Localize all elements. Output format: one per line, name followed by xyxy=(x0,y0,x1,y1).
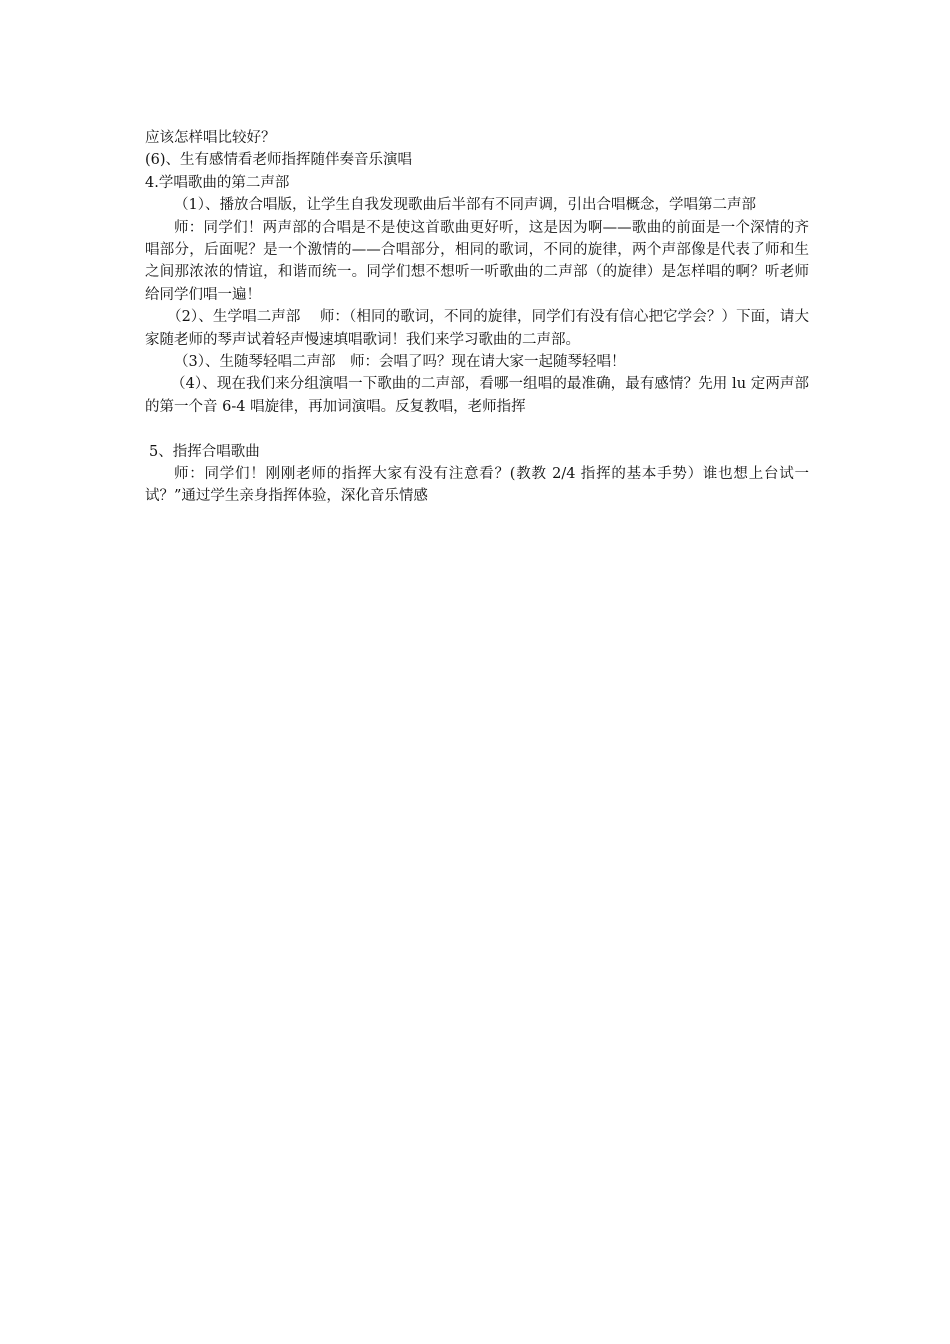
paragraph-step-3: （3）、生随琴轻唱二声部 师：会唱了吗？现在请大家一起随琴轻唱！ xyxy=(174,354,626,371)
heading-section-4: 4.学唱歌曲的第二声部 xyxy=(145,174,290,191)
paragraph-teacher-speech: 师：同学们！两声部的合唱是不是使这首歌曲更好听，这是因为啊——歌曲的前面是一个深情的齐唱部分，后面呢？是一个激情的——合唱部分，相同的歌词，不同的旋律，两个声部像是代表了师和生之间那浓浓的情谊，和谐而统一。同学们想不想听一听歌曲的二声部（的旋律）是怎样唱的啊？听老师给同学们唱一遍！ xyxy=(145,219,809,303)
paragraph-step-1: （1）、播放合唱版，让学生自我发现歌曲后半部有不同声调，引出合唱概念，学唱第二声部 xyxy=(174,197,756,214)
paragraph-step-4: （4）、现在我们来分组演唱一下歌曲的二声部，看哪一组唱的最准确，最有感情？先用 lu 定两声部的第一个音 6-4 唱旋律，再加词演唱。反复教唱，老师指挥 xyxy=(145,376,809,415)
paragraph-step-6: (6)、生有感情看老师指挥随伴奏音乐演唱 xyxy=(145,152,413,169)
paragraph-spacer xyxy=(145,418,809,440)
paragraph-teacher-conducting: 师：同学们！刚刚老师的指挥大家有没有注意看？(教教 2/4 指挥的基本手势）谁也想上台试一试？”通过学生亲身指挥体验，深化音乐情感 xyxy=(145,466,809,505)
heading-section-5: 5、指挥合唱歌曲 xyxy=(149,443,260,460)
document-body xyxy=(145,127,809,508)
paragraph-question: 应该怎样唱比较好？ xyxy=(145,130,276,146)
paragraph-step-2: （2）、生学唱二声部 师：（相同的歌词，不同的旋律，同学们有没有信心把它学会？）下面，请大家随老师的琴声试着轻声慢速填唱歌词！我们来学习歌曲的二声部。 xyxy=(145,309,809,348)
